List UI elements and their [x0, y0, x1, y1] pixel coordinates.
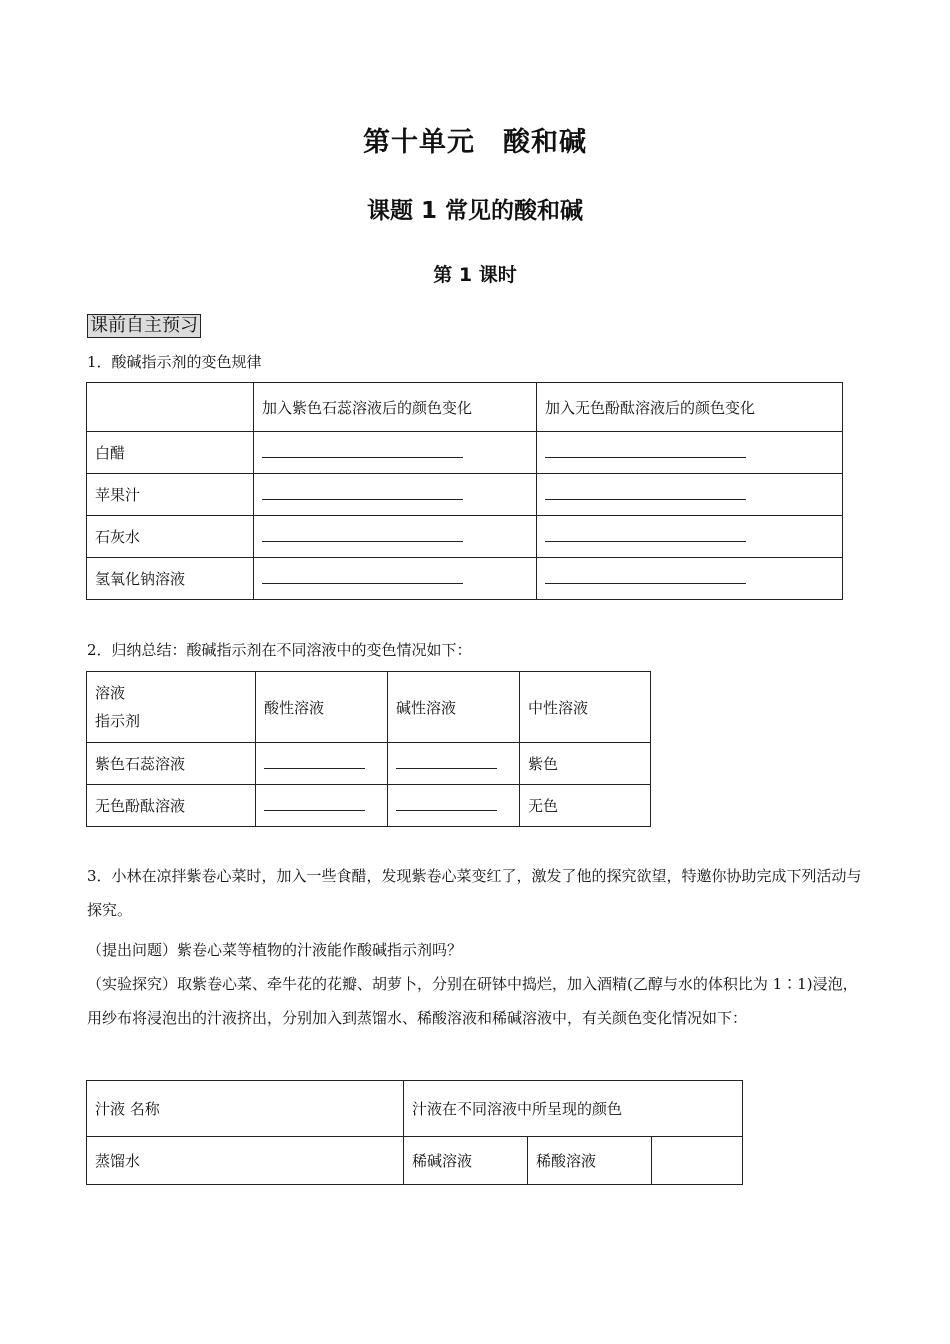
- section-label: 课前自主预习: [87, 314, 201, 338]
- answer-blank[interactable]: [262, 445, 463, 458]
- q2-table: [86, 671, 651, 827]
- answer-cell: [254, 432, 537, 474]
- table-cell: 无色酚酞溶液: [87, 785, 256, 827]
- table-cell: 稀碱溶液: [404, 1137, 528, 1185]
- q1-table: [86, 382, 843, 600]
- table-cell: 酸性溶液: [256, 672, 388, 743]
- table-cell: 稀酸溶液: [528, 1137, 652, 1185]
- answer-cell: [256, 743, 388, 785]
- q3-paragraph-1: 3．小林在凉拌紫卷心菜时，加入一些食醋，发现紫卷心菜变红了，激发了他的探究欲望，特邀你协助完成下列活动与探究。: [87, 867, 862, 919]
- table-cell: 紫色石蕊溶液: [87, 743, 256, 785]
- table-cell: 苹果汁: [87, 474, 254, 516]
- answer-blank[interactable]: [545, 445, 746, 458]
- answer-cell: [254, 516, 537, 558]
- table-row: [87, 1137, 743, 1185]
- table-cell: 汁液在不同溶液中所呈现的颜色: [404, 1081, 743, 1137]
- period-title: 第 1 课时: [433, 264, 517, 286]
- answer-blank[interactable]: [262, 571, 463, 584]
- answer-cell: [388, 743, 520, 785]
- q1-heading: 1．酸碱指示剂的变色规律: [87, 353, 262, 371]
- answer-cell: [256, 785, 388, 827]
- q3-paragraph-3: （实验探究）取紫卷心菜、牵牛花的花瓣、胡萝卜，分别在研钵中捣烂，加入酒精(乙醇与水的体积比为 1∶1)浸泡，用纱布将浸泡出的汁液挤出，分别加入到蒸馏水、稀酸溶液和稀碱溶液中，有关颜色变化情况如下：: [87, 975, 858, 1027]
- answer-blank[interactable]: [396, 756, 497, 769]
- table-row: [87, 516, 843, 558]
- table-cell: 汁液 名称: [87, 1081, 404, 1137]
- table-cell: 加入无色酚酞溶液后的颜色变化: [537, 383, 843, 432]
- answer-cell: [254, 558, 537, 600]
- table-cell: 白醋: [87, 432, 254, 474]
- table-cell: 中性溶液: [520, 672, 651, 743]
- answer-blank[interactable]: [396, 798, 497, 811]
- table-cell: 蒸馏水: [87, 1137, 404, 1185]
- table-row: [87, 785, 651, 827]
- answer-cell: [537, 474, 843, 516]
- answer-cell: [537, 558, 843, 600]
- table-cell: 碱性溶液: [388, 672, 520, 743]
- answer-blank[interactable]: [264, 756, 365, 769]
- table-row: [87, 1081, 743, 1137]
- table-row: [87, 558, 843, 600]
- answer-cell: [537, 516, 843, 558]
- answer-blank[interactable]: [545, 571, 746, 584]
- q3-paragraph-2: （提出问题）紫卷心菜等植物的汁液能作酸碱指示剂吗？: [87, 941, 463, 959]
- corner-top-label: 溶液: [95, 684, 126, 702]
- table-cell: [652, 1137, 743, 1185]
- table-cell: 紫色: [520, 743, 651, 785]
- table-row: [87, 383, 843, 432]
- answer-cell: [388, 785, 520, 827]
- table-row: [87, 432, 843, 474]
- q2-heading: 2．归纳总结：酸碱指示剂在不同溶液中的变色情况如下：: [87, 641, 472, 659]
- corner-cell: [87, 672, 256, 743]
- answer-cell: [254, 474, 537, 516]
- answer-blank[interactable]: [545, 487, 746, 500]
- answer-blank[interactable]: [264, 798, 365, 811]
- table-cell: 石灰水: [87, 516, 254, 558]
- answer-blank[interactable]: [262, 529, 463, 542]
- answer-blank[interactable]: [262, 487, 463, 500]
- q3-table: [86, 1080, 743, 1185]
- table-cell: [87, 383, 254, 432]
- corner-bottom-label: 指示剂: [95, 712, 141, 730]
- table-cell: 氢氧化钠溶液: [87, 558, 254, 600]
- unit-title: 第十单元 酸和碱: [363, 127, 587, 158]
- table-cell: 加入紫色石蕊溶液后的颜色变化: [254, 383, 537, 432]
- table-row: [87, 474, 843, 516]
- answer-cell: [537, 432, 843, 474]
- answer-blank[interactable]: [545, 529, 746, 542]
- table-cell: 无色: [520, 785, 651, 827]
- lesson-title: 课题 1 常见的酸和碱: [366, 198, 584, 224]
- table-row: [87, 743, 651, 785]
- table-row: [87, 672, 651, 743]
